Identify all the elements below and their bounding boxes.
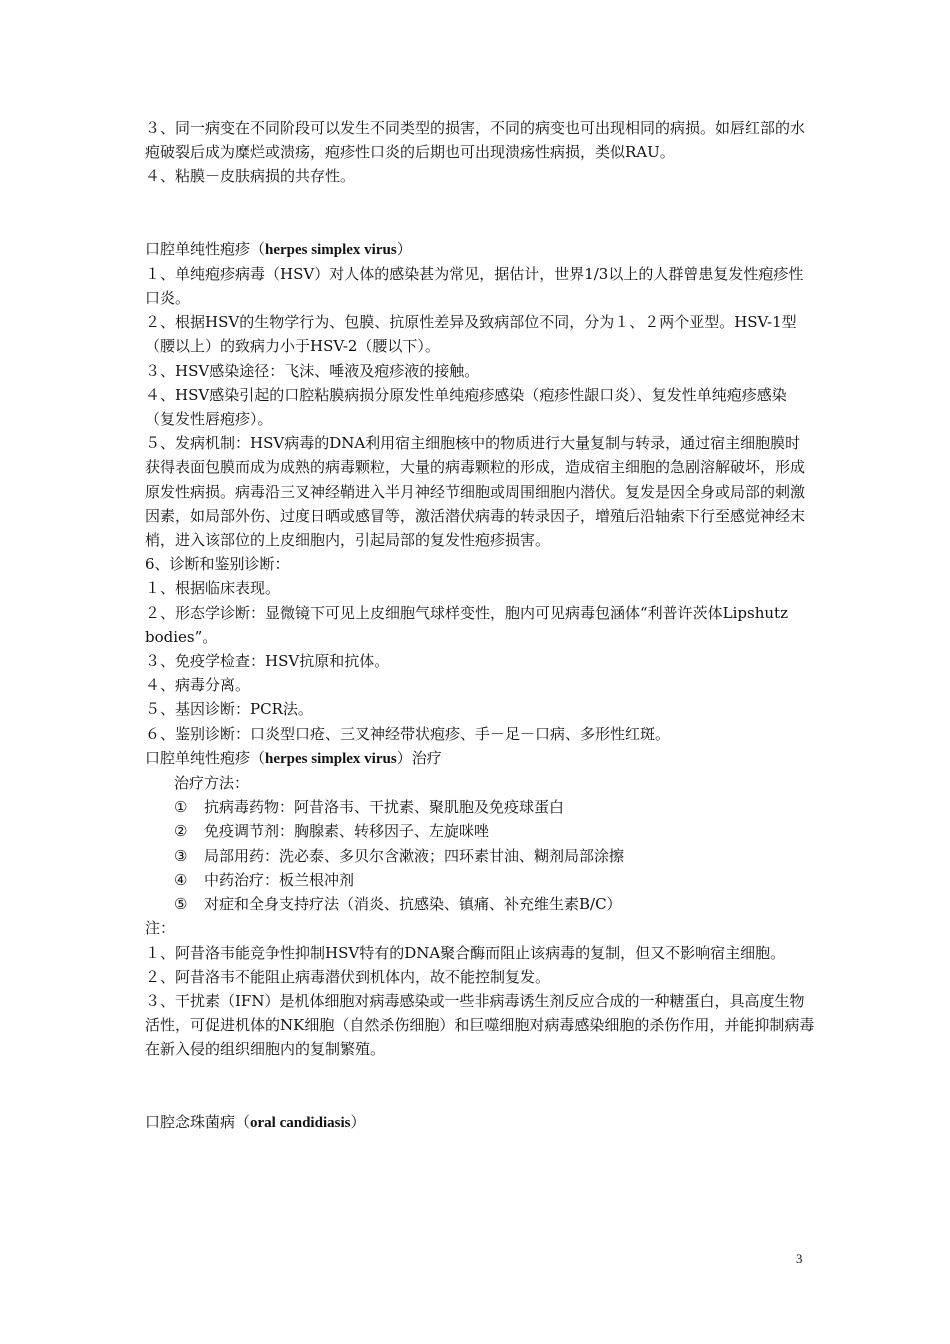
hsv-section-title xyxy=(145,237,815,262)
treatment-method-5 xyxy=(145,892,815,916)
method-text: 中药治疗：板兰根冲剂 xyxy=(204,870,355,889)
method-text: 局部用药：洗必泰、多贝尔含漱液；四环素甘油、糊剂局部涂擦 xyxy=(204,846,625,865)
treatment-section-title xyxy=(145,746,815,771)
method-number: ④ xyxy=(174,870,188,889)
diagnosis-item-5: ５、基因诊断：PCR法。 xyxy=(145,700,313,719)
note-item-2: ２、阿昔洛韦不能阻止病毒潜伏到机体内，故不能控制复发。 xyxy=(145,967,551,986)
method-number: ① xyxy=(174,798,188,817)
section-gap xyxy=(145,189,815,237)
candidiasis-title-cn: 口腔念珠菌病（ xyxy=(145,1112,251,1131)
hsv-title-end: ） xyxy=(396,239,412,258)
candidiasis-section-title xyxy=(145,1110,815,1135)
hsv-title-en: herpes simplex virus xyxy=(265,241,397,258)
treatment-methods-label: 治疗方法： xyxy=(174,774,250,793)
hsv-item-5: ５、发病机制：HSV病毒的DNA利用宿主细胞核中的物质进行大量复制与转录，通过宿主细胞膜时获得表面包膜而成为成熟的病毒颗粒，大量的病毒颗粒的形成，造成宿主细胞的急剧溶解破坏，形成原发性病损。病毒沿三叉神经鞘进入半月神经节细胞或周围细胞内潜伏。复发是因全身或局部的刺激因素，如局部外伤、过度日晒或感冒等，激活潜伏病毒的转录因子，增殖后沿轴索下行至感觉神经末梢，进入该部位的上皮细胞内，引起局部的复发性疱疹损害。 xyxy=(145,434,806,550)
candidiasis-title-end: ） xyxy=(350,1112,366,1131)
treatment-method-4 xyxy=(145,868,815,892)
diagnosis-item-2: ２、形态学诊断：显微镜下可见上皮细胞气球样变性，胞内可见病毒包涵体“利普许茨体Lipshutz bodies”。 xyxy=(145,603,788,646)
diagnosis-heading: 6、诊断和鉴别诊断： xyxy=(145,555,290,574)
hsv-item-2: ２、根据HSV的生物学行为、包膜、抗原性差异及致病部位不同，分为１、２两个亚型。HSV-1型（腰以上）的致病力小于HSV-2（腰以下）。 xyxy=(145,313,797,356)
method-text: 免疫调节剂：胸腺素、转移因子、左旋咪唑 xyxy=(204,822,490,841)
method-number: ③ xyxy=(174,846,188,865)
document-page xyxy=(145,116,815,1135)
method-number: ⑤ xyxy=(174,895,188,914)
treatment-method-2 xyxy=(145,819,815,843)
diagnosis-item-3: ３、免疫学检查：HSV抗原和抗体。 xyxy=(145,652,390,671)
method-text: 对症和全身支持疗法（消炎、抗感染、镇痛、补充维生素B/C） xyxy=(204,895,622,914)
note-label: 注： xyxy=(145,919,176,938)
treatment-method-1 xyxy=(145,795,815,819)
intro-item-4: ４、粘膜－皮肤病损的共存性。 xyxy=(145,167,356,186)
treatment-title-cn: 口腔单纯性疱疹（ xyxy=(145,748,266,767)
section-gap xyxy=(145,1062,815,1110)
hsv-title-cn: 口腔单纯性疱疹（ xyxy=(145,239,266,258)
method-number: ② xyxy=(174,822,188,841)
method-text: 抗病毒药物：阿昔洛韦、干扰素、聚肌胞及免疫球蛋白 xyxy=(204,798,565,817)
note-item-1: １、阿昔洛韦能竞争性抑制HSV特有的DNA聚合酶而阻止该病毒的复制，但又不影响宿主细胞。 xyxy=(145,943,786,962)
candidiasis-title-en: oral candidiasis xyxy=(250,1114,351,1131)
intro-item-3: ３、同一病变在不同阶段可以发生不同类型的损害，不同的病变也可出现相同的病损。如唇红部的水疱破裂后成为糜烂或溃疡，疱疹性口炎的后期也可出现溃疡性病损，类似RAU。 xyxy=(145,119,806,162)
diagnosis-item-6: ６、鉴别诊断：口炎型口疮、三叉神经带状疱疹、手－足－口病、多形性红斑。 xyxy=(145,724,671,743)
treatment-method-3 xyxy=(145,844,815,868)
hsv-item-4: ４、HSV感染引起的口腔粘膜病损分原发性单纯疱疹感染（疱疹性龈口炎）、复发性单纯疱疹感染（复发性唇疱疹）。 xyxy=(145,385,787,429)
diagnosis-item-1: １、根据临床表现。 xyxy=(145,579,281,598)
note-item-3: ３、干扰素（IFN）是机体细胞对病毒感染或一些非病毒诱生剂反应合成的一种糖蛋白，具高度生物活性，可促进机体的NK细胞（自然杀伤细胞）和巨噬细胞对病毒感染细胞的杀伤作用，并能抑制病毒在新入侵的组织细胞内的复制繁殖。 xyxy=(145,991,815,1059)
page-number: 3 xyxy=(796,1251,803,1266)
hsv-item-3: ３、HSV感染途径：飞沫、唾液及疱疹液的接触。 xyxy=(145,361,480,380)
treatment-title-en: herpes simplex virus xyxy=(265,750,397,767)
treatment-title-end: ）治疗 xyxy=(396,748,442,767)
diagnosis-item-4: ４、病毒分离。 xyxy=(145,676,251,695)
hsv-item-1: １、单纯疱疹病毒（HSV）对人体的感染甚为常见，据估计，世界1/3以上的人群曾患复发性疱疹性口炎。 xyxy=(145,264,804,308)
